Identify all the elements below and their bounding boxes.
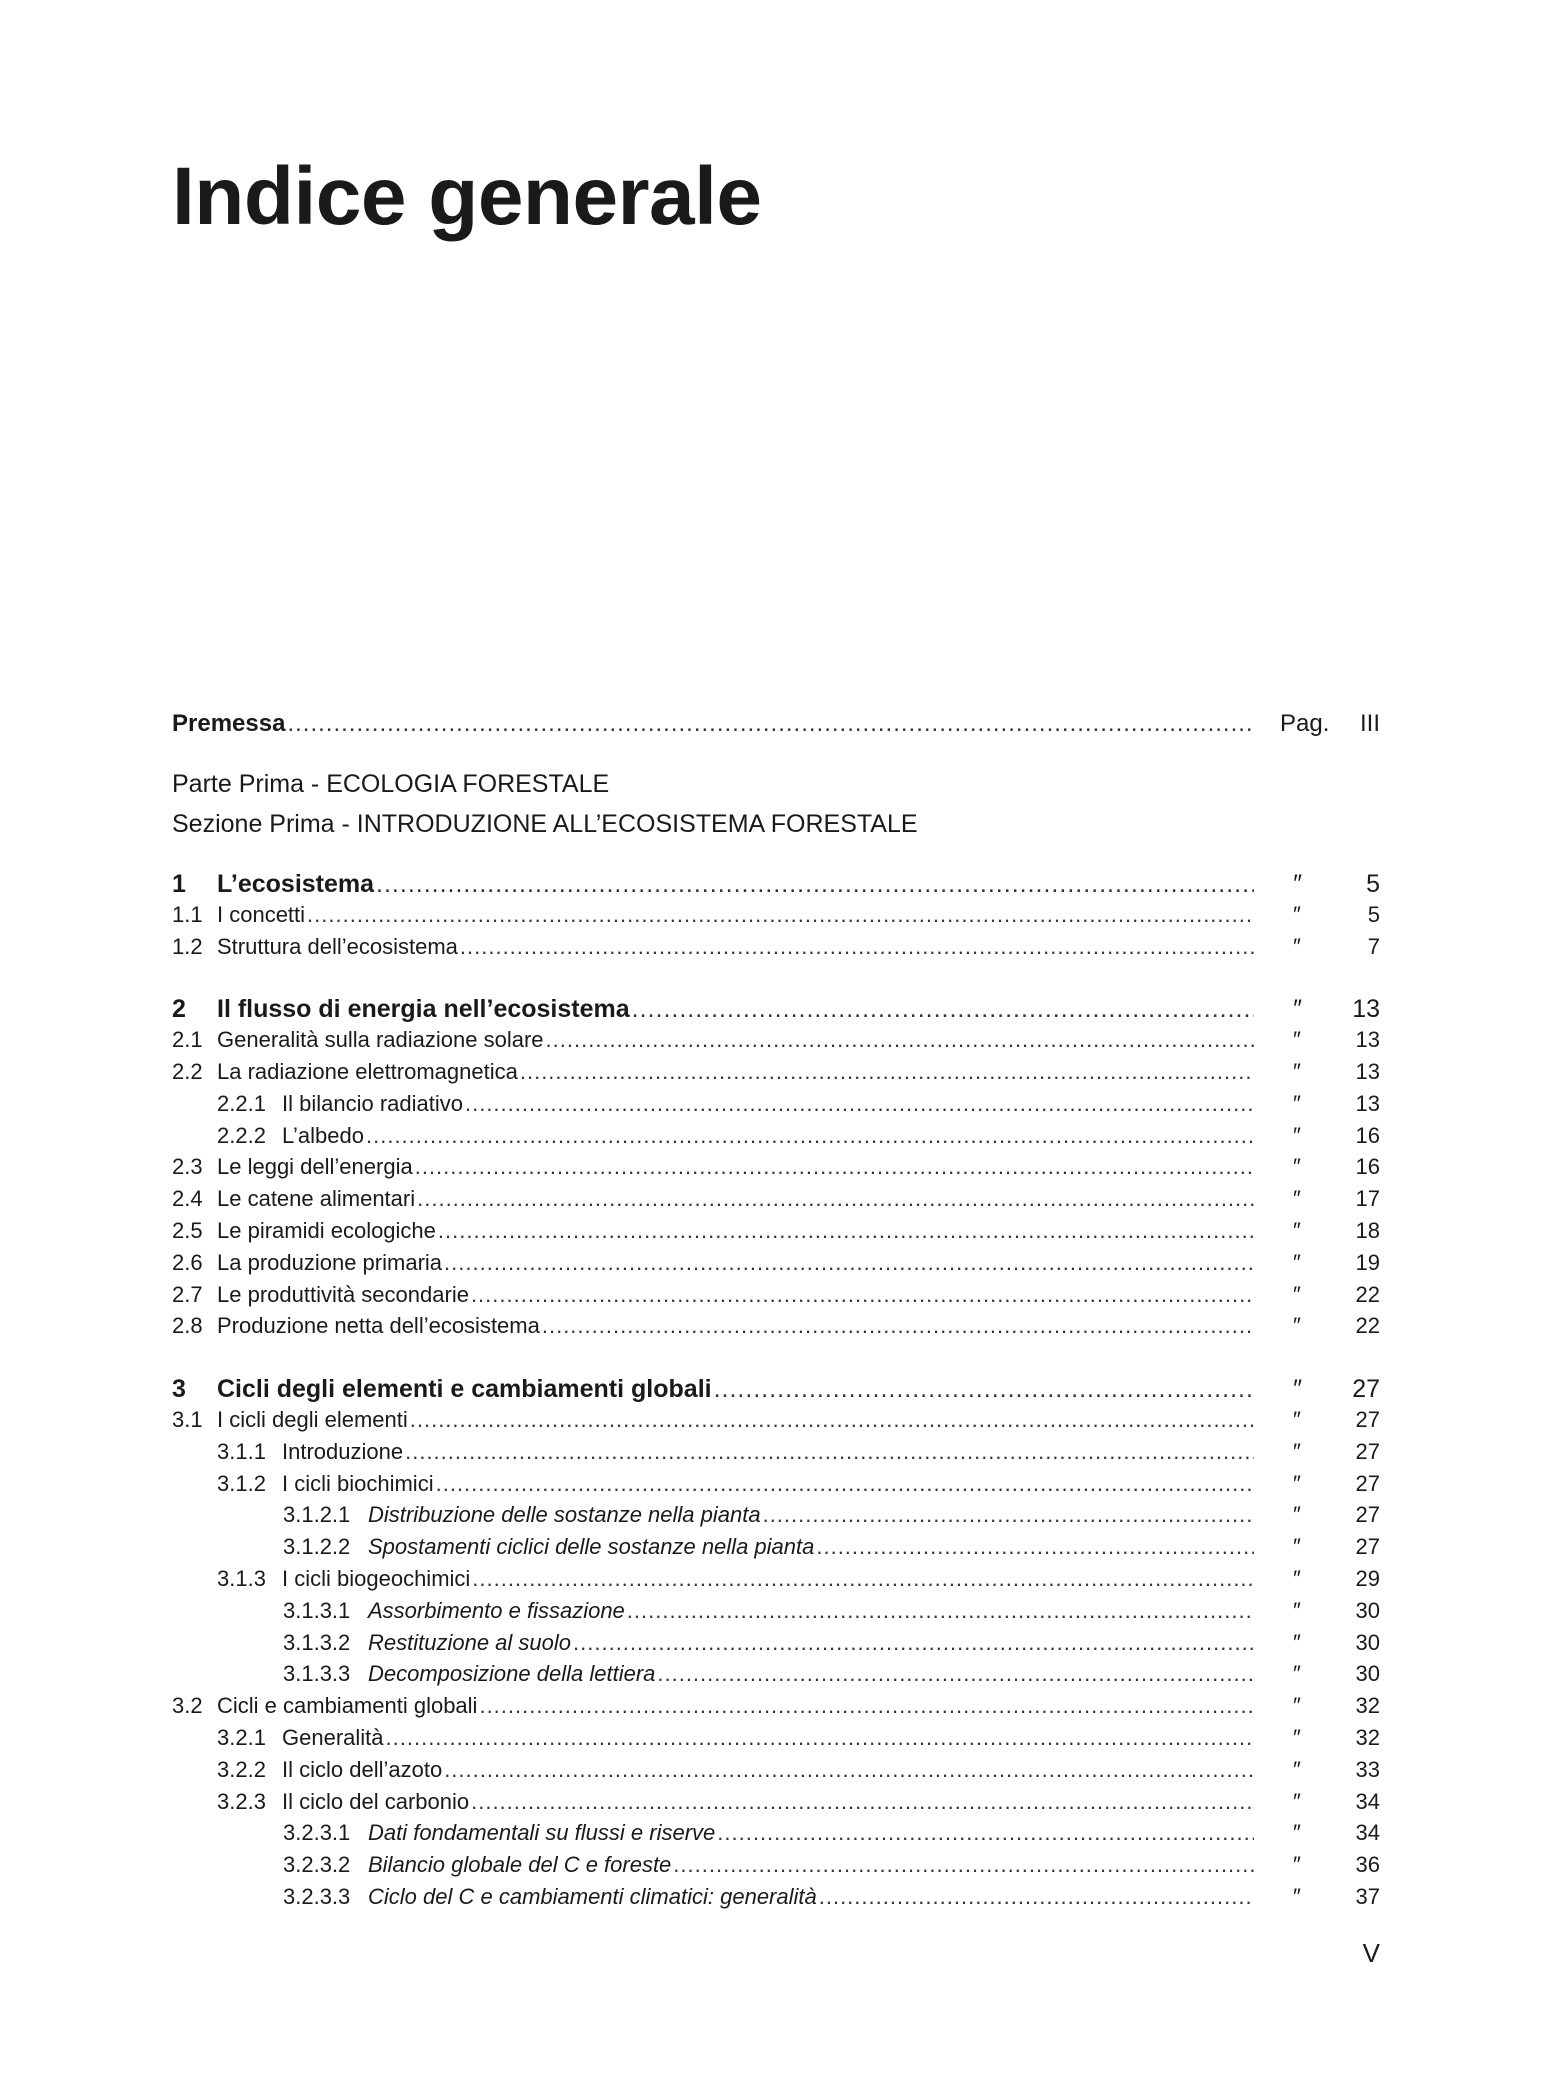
ditto-mark: ″ <box>1292 1249 1300 1275</box>
leader-dots <box>436 1471 1254 1497</box>
toc-entry-row[interactable] <box>172 1725 1380 1757</box>
toc-entry-page: 13 <box>1355 1090 1380 1116</box>
leader-dots <box>673 1852 1254 1878</box>
toc-entry-page: 30 <box>1355 1597 1380 1623</box>
toc-chapter-row[interactable] <box>172 995 1380 1027</box>
leader-dots <box>366 1123 1254 1149</box>
ditto-mark: ″ <box>1292 1281 1300 1307</box>
pag-label: Pag. <box>1280 710 1330 737</box>
ditto-mark: ″ <box>1292 1629 1300 1655</box>
toc-entry-number: 1.2 <box>172 933 203 959</box>
spacer <box>172 1345 1380 1375</box>
ditto-mark: ″ <box>1292 1406 1300 1432</box>
toc-entry-number: 3.1.2 <box>217 1470 266 1496</box>
toc-entry-number: 3.1.2.2 <box>283 1534 351 1560</box>
toc-entry-page: 13 <box>1352 995 1380 1024</box>
toc-entry-number: 2.6 <box>172 1249 203 1275</box>
toc-entry-page: 32 <box>1355 1693 1380 1719</box>
toc-entry-page: 16 <box>1355 1154 1380 1180</box>
toc-entry-number: 3.2.3.2 <box>283 1852 351 1878</box>
toc-entry-page: 5 <box>1366 870 1380 898</box>
leader-dots <box>573 1630 1254 1656</box>
ditto-mark: ″ <box>1292 1756 1300 1782</box>
toc-entry-row[interactable] <box>172 1661 1380 1693</box>
toc-chapter-row[interactable] <box>172 1375 1380 1407</box>
leader-dots <box>627 1598 1254 1624</box>
leader-dots <box>417 1186 1254 1212</box>
toc-entry-row[interactable] <box>172 1884 1380 1916</box>
toc-entry-title: Il flusso di energia nell’ecosistema <box>217 995 630 1024</box>
table-of-contents <box>172 710 1380 1916</box>
ditto-mark: ″ <box>1292 1438 1300 1464</box>
toc-entry-title: Spostamenti ciclici delle sostanze nella pianta <box>368 1534 815 1560</box>
toc-entry-row[interactable] <box>172 1502 1380 1534</box>
toc-entry-page: 27 <box>1352 1375 1380 1404</box>
ditto-mark: ″ <box>1292 1502 1300 1528</box>
toc-entry-title: Bilancio globale del C e foreste <box>368 1852 672 1878</box>
ditto-mark: ″ <box>1292 1122 1300 1148</box>
toc-entry-number: 3.1.3.3 <box>283 1661 351 1687</box>
toc-entry-row[interactable] <box>172 1313 1380 1345</box>
toc-entry-number: 1 <box>172 870 186 898</box>
toc-entry-title: L’ecosistema <box>217 870 375 898</box>
toc-entry-page: 22 <box>1355 1313 1380 1339</box>
toc-entry-row[interactable] <box>172 1534 1380 1566</box>
ditto-mark: ″ <box>1292 995 1301 1024</box>
toc-entry-row[interactable] <box>172 1407 1380 1439</box>
toc-entry-page: 16 <box>1355 1122 1380 1148</box>
toc-entry-number: 2.8 <box>172 1313 203 1339</box>
toc-entry-row[interactable] <box>172 1820 1380 1852</box>
toc-entry-number: 3.2.3.1 <box>283 1820 351 1846</box>
toc-entry-title: Le produttività secondarie <box>217 1281 469 1307</box>
toc-entry-title: I cicli biogeochimici <box>282 1565 471 1591</box>
toc-entry-number: 2.1 <box>172 1027 203 1053</box>
leader-dots <box>819 1884 1254 1910</box>
part-heading: Parte Prima - ECOLOGIA FORESTALE <box>172 770 610 798</box>
ditto-mark: ″ <box>1292 1375 1301 1404</box>
toc-entry-row[interactable] <box>172 1789 1380 1821</box>
toc-entry-number: 3.1.3.2 <box>283 1629 351 1655</box>
leader-dots <box>444 1250 1254 1276</box>
toc-entry-title: I cicli biochimici <box>282 1470 434 1496</box>
toc-entry-page: 27 <box>1355 1534 1380 1560</box>
toc-entry-page: 27 <box>1355 1406 1380 1432</box>
toc-entry-number: 3.2.1 <box>217 1724 266 1750</box>
leader-dots <box>438 1218 1254 1244</box>
leader-dots <box>816 1534 1254 1560</box>
toc-entry-page: 27 <box>1355 1470 1380 1496</box>
toc-entry-page: 13 <box>1355 1058 1380 1084</box>
toc-entry-title: Struttura dell’ecosistema <box>217 933 458 959</box>
toc-entry-row[interactable] <box>172 1566 1380 1598</box>
toc-entry-row[interactable] <box>172 1598 1380 1630</box>
toc-entry-row[interactable] <box>172 1123 1380 1155</box>
toc-entry-title: I cicli degli elementi <box>217 1406 408 1432</box>
toc-entry-title: Cicli degli elementi e cambiamenti globali <box>217 1375 712 1404</box>
toc-entry-number: 2.2.2 <box>217 1122 266 1148</box>
toc-entry-title: Cicli e cambiamenti globali <box>217 1693 478 1719</box>
toc-entry-row[interactable] <box>172 1757 1380 1789</box>
ditto-mark: ″ <box>1292 1186 1300 1212</box>
toc-entry-number: 2.7 <box>172 1281 203 1307</box>
ditto-mark: ″ <box>1292 1027 1300 1053</box>
toc-premessa-row[interactable] <box>172 710 1380 748</box>
ditto-mark: ″ <box>1292 933 1300 959</box>
toc-entry-page: 33 <box>1355 1756 1380 1782</box>
toc-entry-page: 37 <box>1355 1883 1380 1909</box>
leader-dots <box>410 1407 1254 1433</box>
ditto-mark: ″ <box>1292 1693 1300 1719</box>
toc-entry-row[interactable] <box>172 1630 1380 1662</box>
toc-entry-page: 29 <box>1355 1565 1380 1591</box>
ditto-mark: ″ <box>1292 1852 1300 1878</box>
toc-entry-page: 32 <box>1355 1724 1380 1750</box>
toc-entry-number: 3.2.3 <box>217 1788 266 1814</box>
toc-entry-number: 2 <box>172 995 186 1024</box>
premessa-label: Premessa <box>172 710 286 737</box>
toc-entry-row[interactable] <box>172 1218 1380 1250</box>
ditto-mark: ″ <box>1292 1788 1300 1814</box>
toc-entry-number: 3.1.2.1 <box>283 1502 351 1528</box>
section-heading: Sezione Prima - INTRODUZIONE ALL’ECOSISTEMA FORESTALE <box>172 810 918 838</box>
toc-entry-title: Generalità sulla radiazione solare <box>217 1027 544 1053</box>
page-title: Indice generale <box>172 151 762 242</box>
toc-entry-title: Dati fondamentali su flussi e riserve <box>368 1820 716 1846</box>
toc-entry-title: Produzione netta dell’ecosistema <box>217 1313 540 1339</box>
leader-dots <box>479 1693 1254 1719</box>
toc-entry-row[interactable] <box>172 1282 1380 1314</box>
toc-entry-number: 3.1.3 <box>217 1565 266 1591</box>
ditto-mark: ″ <box>1292 1470 1300 1496</box>
ditto-mark: ″ <box>1292 1820 1300 1846</box>
page-folio: V <box>1362 1938 1380 1968</box>
ditto-mark: ″ <box>1292 1058 1300 1084</box>
toc-entry-number: 3.2.3.3 <box>283 1883 351 1909</box>
spacer <box>172 965 1380 995</box>
toc-entry-number: 2.3 <box>172 1154 203 1180</box>
toc-entry-page: 7 <box>1367 933 1380 959</box>
leader-dots <box>376 870 1254 899</box>
spacer <box>172 748 1380 770</box>
toc-entry-row[interactable] <box>172 1250 1380 1282</box>
toc-entry-number: 3.2 <box>172 1693 203 1719</box>
leader-dots <box>542 1313 1254 1339</box>
leader-dots <box>763 1502 1254 1528</box>
leader-dots <box>415 1154 1254 1180</box>
ditto-mark: ″ <box>1292 1090 1300 1116</box>
ditto-mark: ″ <box>1292 1313 1300 1339</box>
toc-entry-title: Generalità <box>282 1724 384 1750</box>
toc-entry-title: Il ciclo del carbonio <box>282 1788 470 1814</box>
ditto-mark: ″ <box>1292 1661 1300 1687</box>
toc-entry-number: 2.4 <box>172 1186 203 1212</box>
toc-entry-title: Restituzione al suolo <box>368 1629 572 1655</box>
toc-entry-title: Distribuzione delle sostanze nella pianta <box>368 1502 761 1528</box>
toc-entry-page: 19 <box>1355 1249 1380 1275</box>
toc-entry-number: 3.2.2 <box>217 1756 266 1782</box>
toc-entry-row[interactable] <box>172 1027 1380 1059</box>
ditto-mark: ″ <box>1292 1154 1300 1180</box>
toc-entry-row[interactable] <box>172 1059 1380 1091</box>
ditto-mark: ″ <box>1292 1565 1300 1591</box>
toc-entry-number: 3 <box>172 1375 186 1404</box>
toc-entry-page: 27 <box>1355 1438 1380 1464</box>
toc-entry-row[interactable] <box>172 1186 1380 1218</box>
leader-dots <box>471 1282 1254 1308</box>
toc-entry-title: La radiazione elettromagnetica <box>217 1058 518 1084</box>
toc-entry-row[interactable] <box>172 1091 1380 1123</box>
toc-entry-title: Le leggi dell’energia <box>217 1154 413 1180</box>
leader-dots <box>465 1091 1254 1117</box>
leader-dots <box>714 1375 1254 1404</box>
toc-entry-page: 36 <box>1355 1852 1380 1878</box>
leader-dots <box>386 1725 1254 1751</box>
ditto-mark: ″ <box>1292 1534 1300 1560</box>
toc-entry-number: 3.1 <box>172 1406 203 1432</box>
leader-dots <box>472 1566 1254 1592</box>
ditto-mark: ″ <box>1292 1724 1300 1750</box>
toc-entry-title: Assorbimento e fissazione <box>368 1597 625 1623</box>
toc-entry-number: 3.1.3.1 <box>283 1597 351 1623</box>
toc-entry-page: 13 <box>1355 1027 1380 1053</box>
toc-entry-title: Il ciclo dell’azoto <box>282 1756 443 1782</box>
leader-dots <box>444 1757 1254 1783</box>
premessa-page: III <box>1359 710 1380 737</box>
toc-entry-row[interactable] <box>172 1154 1380 1186</box>
toc-entry-page: 30 <box>1355 1629 1380 1655</box>
toc-entry-page: 22 <box>1355 1281 1380 1307</box>
toc-entry-number: 2.2 <box>172 1058 203 1084</box>
leader-dots <box>546 1027 1254 1053</box>
toc-entry-row[interactable] <box>172 1471 1380 1503</box>
toc-entry-title: Il bilancio radiativo <box>282 1090 463 1116</box>
toc-entry-number: 2.2.1 <box>217 1090 266 1116</box>
toc-entry-page: 34 <box>1355 1788 1380 1814</box>
toc-entry-title: I concetti <box>217 901 306 927</box>
leader-dots <box>460 934 1254 960</box>
toc-chapter-row[interactable] <box>172 870 1380 902</box>
ditto-mark: ″ <box>1292 1883 1300 1909</box>
toc-entry-title: Le piramidi ecologiche <box>217 1217 436 1243</box>
toc-entry-row[interactable] <box>172 1439 1380 1471</box>
toc-entry-title: L’albedo <box>282 1122 364 1148</box>
leader-dots <box>471 1789 1254 1815</box>
leader-dots <box>717 1820 1254 1846</box>
leader-dots <box>307 902 1254 928</box>
ditto-mark: ″ <box>1292 901 1300 927</box>
leader-dots <box>405 1439 1254 1465</box>
ditto-mark: ″ <box>1292 870 1301 898</box>
toc-entry-title: Le catene alimentari <box>217 1186 416 1212</box>
toc-entry-page: 5 <box>1367 901 1380 927</box>
toc-entry-page: 27 <box>1355 1502 1380 1528</box>
toc-entry-row[interactable] <box>172 902 1380 934</box>
leader-dots <box>520 1059 1254 1085</box>
toc-entry-title: La produzione primaria <box>217 1249 443 1275</box>
toc-entry-page: 34 <box>1355 1820 1380 1846</box>
toc-entry-number: 3.1.1 <box>217 1438 266 1464</box>
chapters-container <box>172 870 1380 1916</box>
toc-entry-row[interactable] <box>172 934 1380 966</box>
toc-entry-number: 2.5 <box>172 1217 203 1243</box>
ditto-mark: ″ <box>1292 1217 1300 1243</box>
toc-entry-page: 18 <box>1355 1217 1380 1243</box>
leader-dots <box>657 1661 1254 1687</box>
leader-dots <box>287 710 1254 738</box>
toc-entry-title: Ciclo del C e cambiamenti climatici: generalità <box>368 1883 817 1909</box>
toc-entry-number: 1.1 <box>172 901 203 927</box>
leader-dots <box>632 995 1254 1024</box>
toc-entry-title: Decomposizione della lettiera <box>368 1661 656 1687</box>
toc-entry-page: 30 <box>1355 1661 1380 1687</box>
toc-entry-row[interactable] <box>172 1693 1380 1725</box>
toc-entry-title: Introduzione <box>282 1438 404 1464</box>
toc-entry-page: 17 <box>1355 1186 1380 1212</box>
toc-entry-row[interactable] <box>172 1852 1380 1884</box>
ditto-mark: ″ <box>1292 1597 1300 1623</box>
